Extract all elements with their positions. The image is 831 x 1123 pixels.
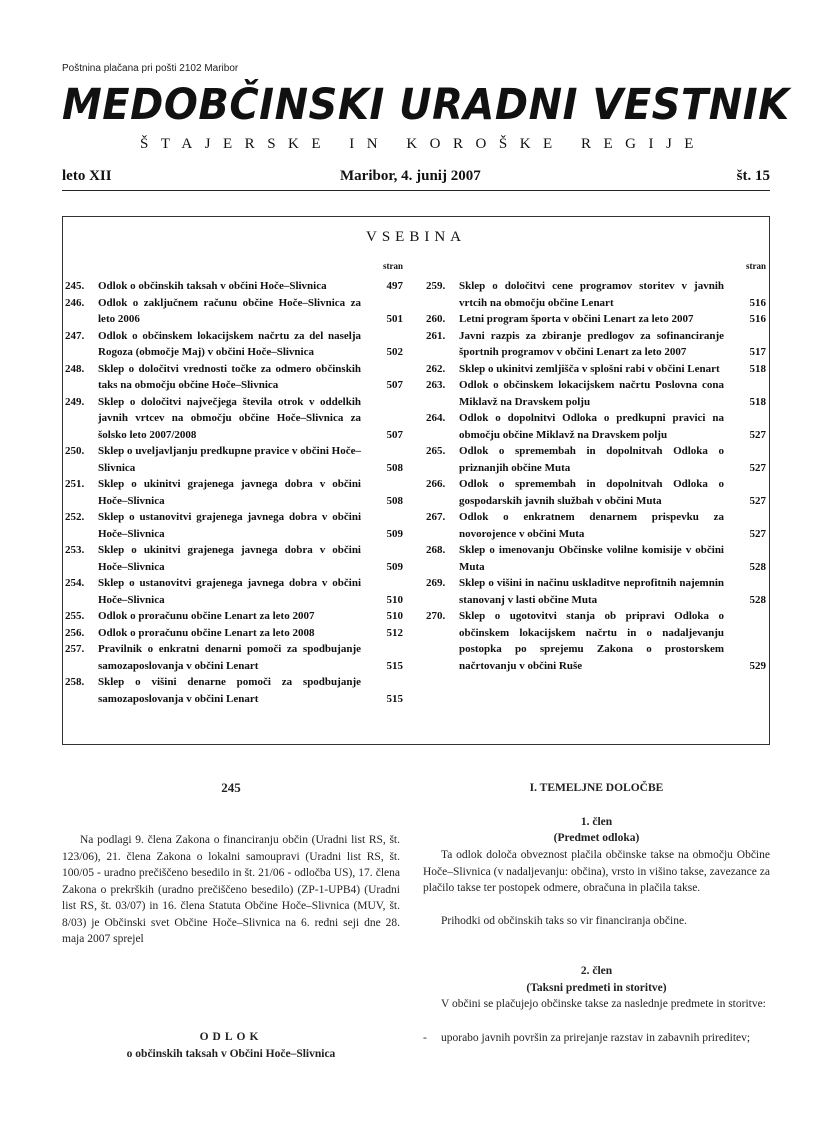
toc-entry-page: 509	[386, 560, 403, 573]
toc-entry	[426, 476, 766, 509]
issue-date: Maribor, 4. junij 2007	[340, 168, 481, 184]
toc-page-header: stran	[383, 261, 403, 271]
toc-entry-number: 251.	[65, 478, 85, 490]
toc-entry-page: 501	[386, 313, 403, 325]
toc-entry-page: 518	[749, 395, 766, 408]
toc-entry-title: Sklep o uveljavljanju predkupne pravice v občini Hoče–Slivnica	[98, 445, 361, 474]
toc-entry-title: Odlok o dopolnitvi Odloka o predkupni pravici na območju občine Miklavž na Dravskem polju	[459, 412, 724, 441]
toc-entry-title: Pravilnik o enkratni denarni pomoči za spodbujanje samozaposlovanja v občini Lenart	[98, 643, 361, 672]
toc-entry-title: Odlok o občinskem lokacijskem načrtu za del naselja Rogoza (območje Maj) v občini Hoče–Slivnica	[98, 329, 361, 358]
toc-entry	[65, 641, 403, 674]
toc-entry-title: Sklep o ukinitvi grajenega javnega dobra v občini Hoče–Slivnica	[98, 478, 361, 507]
toc-entry-number: 248.	[65, 362, 85, 375]
toc-entry-title: Sklep o določitvi vrednosti točke za odmero občinskih taks na območju občine Hoče–Slivnica	[98, 362, 361, 391]
toc-right-entries	[426, 278, 766, 674]
toc-entry-title: Odlok o občinskem lokacijskem načrtu Poslovna cona Miklavž na Dravskem polju	[459, 379, 724, 408]
toc-entry-number: 269.	[426, 577, 446, 589]
toc-entry-page: 510	[386, 593, 403, 606]
article-preamble: Na podlagi 9. člena Zakona o financiranju občin (Uradni list RS, št. 123/06), 21. člena Zakona o lokalni samoupravi (Uradni list RS, št. 100/05 - uradno prečiščeno besedilo in št. 21/06 - odločba US), 17. člena Zakona o prekrških (uradno prečiščeno besedilo) (ZP-1-UPB4) (Uradni list RS, št. 03/07) in 16. člena Statuta Občine Hoče–Slivnica (MUV, št. 8/03) je Občinski svet Občine Hoče–Slivnica na 6. redni seji dne 28. maja 2007 sprejel	[62, 834, 400, 945]
toc-entry-title: Sklep o določitvi največjega števila otrok v oddelkih javnih vrtcev na območju občine Hoče–Slivnica za šolsko leto 2007/2008	[98, 395, 361, 441]
toc-entry-number: 270.	[426, 610, 446, 622]
toc-entry	[426, 377, 766, 410]
toc-entry	[426, 509, 766, 542]
toc-entry-title: Sklep o višini in načinu uskladitve neprofitnih najemnin stanovanj v lasti občine Muta	[459, 577, 724, 606]
toc-entry	[65, 608, 403, 625]
toc-entry-title: Sklep o višini denarne pomoči za spodbujanje samozaposlovanja v občini Lenart	[98, 676, 361, 705]
toc-entry-number: 267.	[426, 511, 446, 523]
article-2-list-item: - uporabo javnih površin za prirejanje razstav in zabavnih prireditev;	[423, 1032, 751, 1044]
toc-entry-title: Sklep o imenovanju Občinske volilne komisije v občini Muta	[459, 544, 724, 573]
toc-entry-title: Sklep o ukinitvi grajenega javnega dobra v občini Hoče–Slivnica	[98, 544, 361, 573]
toc-entry-page: 515	[386, 659, 403, 672]
article-1-paragraph-1: Ta odlok določa obveznost plačila občinske takse na območju Občine Hoče–Slivnica (v nadaljevanju: občina), vrsto in višino takse, zavezance za plačilo takse ter postopek odmere, obračuna in plačila takse.	[423, 849, 770, 894]
toc-entry	[65, 575, 403, 608]
toc-entry-title: Sklep o ustanovitvi grajenega javnega dobra v občini Hoče–Slivnica	[98, 577, 361, 606]
toc-entry-number: 262.	[426, 362, 446, 375]
toc-entry-page: 507	[386, 379, 403, 391]
toc-entry-title: Sklep o določitvi cene programov storitev v javnih vrtcih na območju občine Lenart	[459, 280, 724, 309]
toc-entry-title: Odlok o spremembah in dopolnitvah Odloka o priznanjih občine Muta	[459, 445, 724, 474]
postal-note: Poštnina plačana pri pošti 2102 Maribor	[62, 63, 239, 74]
toc-entry	[426, 575, 766, 608]
toc-entry-number: 255.	[65, 610, 85, 622]
article-2-number: 2. člen	[580, 965, 613, 977]
toc-entry	[426, 542, 766, 575]
toc-entry-title: Odlok o proračunu občine Lenart za leto 2008	[98, 626, 315, 639]
toc-entry	[426, 311, 766, 328]
toc-entry-number: 245.	[65, 280, 85, 292]
header-divider	[62, 190, 770, 191]
toc-entry-page: 528	[749, 560, 766, 573]
article-2-list-item-text: uporabo javnih površin za prirejanje razstav in zabavnih prireditev;	[441, 1032, 751, 1044]
toc-entry-title: Odlok o enkratnem denarnem prispevku za novorojence v občini Muta	[459, 511, 724, 540]
toc-entry-page: 527	[749, 428, 766, 441]
toc-entry-number: 260.	[426, 313, 446, 325]
toc-entry	[426, 410, 766, 443]
issue-info-bar	[62, 168, 770, 188]
toc-entry-page: 527	[749, 461, 766, 474]
toc-entry-number: 266.	[426, 478, 446, 490]
toc-entry-page: 527	[749, 494, 766, 507]
toc-entry	[65, 625, 403, 642]
toc-entry-title: Javni razpis za zbiranje predlogov za sofinanciranje športnih programov v občini Lenart za leto 2007	[459, 329, 724, 358]
toc-entry-number: 265.	[426, 445, 446, 457]
toc-entry-page: 509	[386, 527, 403, 540]
toc-entry	[426, 361, 766, 378]
toc-entry-number: 254.	[65, 577, 85, 589]
toc-entry-page: 528	[749, 593, 766, 606]
toc-entry	[65, 674, 403, 707]
toc-entry	[65, 509, 403, 542]
article-1-paragraph-2: Prihodki od občinskih taks so vir financiranja občine.	[441, 915, 687, 927]
issue-year: leto XII	[62, 168, 112, 184]
toc-entry-title: Odlok o spremembah in dopolnitvah Odloka o gospodarskih javnih službah v občini Muta	[459, 478, 724, 507]
toc-entry-page: 527	[749, 527, 766, 540]
table-of-contents	[62, 216, 770, 745]
document-type: ODLOK	[199, 1031, 263, 1043]
toc-entry-number: 264.	[426, 412, 446, 424]
toc-entry-title: Sklep o ustanovitvi grajenega javnega dobra v občini Hoče–Slivnica	[98, 511, 361, 540]
article-number: 245	[221, 780, 241, 795]
toc-entry-number: 249.	[65, 395, 85, 408]
chapter-heading: I. TEMELJNE DOLOČBE	[529, 782, 664, 794]
toc-entry	[65, 443, 403, 476]
article-2-title: (Taksni predmeti in storitve)	[526, 982, 667, 994]
toc-entry	[65, 542, 403, 575]
toc-page-header: stran	[746, 261, 766, 271]
masthead-subtitle: ŠTAJERSKE IN KOROŠKE REGIJE	[140, 136, 706, 152]
article-2-paragraph-1: V občini se plačujejo občinske takse za naslednje predmete in storitve:	[441, 998, 766, 1010]
toc-entry-title: Letni program športa v občini Lenart za leto 2007	[459, 313, 694, 325]
toc-entry-number: 253.	[65, 544, 85, 556]
toc-entry-page: 508	[386, 461, 403, 474]
issue-number: št. 15	[736, 168, 770, 184]
toc-entry-number: 257.	[65, 643, 85, 655]
toc-entry-page: 502	[386, 346, 403, 358]
toc-entry-title: Sklep o ugotovitvi stanja ob pripravi Odloka o občinskem lokacijskem načrtu in o nadaljevanju postopka po sprejemu Zakona o prostorskem načrtovanju v občini Ruše	[459, 610, 724, 672]
toc-entry-title: Sklep o ukinitvi zemljišča v splošni rabi v občini Lenart	[459, 362, 720, 375]
toc-entry-title: Odlok o zaključnem računu občine Hoče–Slivnica za leto 2006	[98, 296, 361, 325]
toc-entry-number: 259.	[426, 280, 446, 292]
toc-entry-number: 261.	[426, 329, 446, 342]
toc-entry	[65, 328, 403, 361]
masthead-title: MEDOBČINSKI URADNI VESTNIK	[62, 80, 790, 130]
toc-entry-page: 512	[386, 626, 403, 639]
toc-entry-number: 256.	[65, 626, 85, 639]
toc-entry-page: 515	[386, 692, 403, 705]
toc-entry	[65, 394, 403, 444]
toc-entry	[426, 328, 766, 361]
toc-entry	[65, 361, 403, 394]
toc-title: VSEBINA	[365, 229, 466, 245]
toc-entry-number: 258.	[65, 676, 85, 688]
toc-entry	[65, 295, 403, 328]
document-subject: o občinskih taksah v Občini Hoče–Slivnica	[126, 1048, 336, 1060]
toc-entry-number: 252.	[65, 511, 85, 523]
toc-entry-page: 497	[386, 280, 403, 292]
toc-left-entries	[65, 278, 403, 707]
toc-entry-page: 516	[749, 296, 766, 309]
toc-entry-page: 517	[749, 346, 766, 358]
article-1-number: 1. člen	[580, 816, 613, 828]
toc-entry-number: 250.	[65, 445, 85, 457]
toc-entry-number: 247.	[65, 329, 85, 342]
article-1-title: (Predmet odloka)	[553, 832, 640, 844]
toc-entry	[426, 278, 766, 311]
toc-entry-page: 516	[749, 313, 766, 325]
toc-entry-page: 510	[386, 610, 403, 622]
toc-entry-page: 507	[386, 428, 403, 441]
toc-entry-page: 529	[749, 659, 766, 672]
toc-entry-page: 518	[749, 362, 766, 375]
toc-entry	[426, 608, 766, 674]
toc-entry-number: 268.	[426, 544, 446, 556]
toc-entry-page: 508	[386, 494, 403, 507]
toc-entry-title: Odlok o proračunu občine Lenart za leto 2007	[98, 610, 315, 622]
toc-entry-title: Odlok o občinskih taksah v občini Hoče–Slivnica	[98, 280, 327, 292]
toc-entry	[65, 278, 403, 295]
toc-entry-number: 263.	[426, 379, 446, 391]
toc-entry-number: 246.	[65, 296, 85, 309]
toc-entry	[426, 443, 766, 476]
toc-entry	[65, 476, 403, 509]
